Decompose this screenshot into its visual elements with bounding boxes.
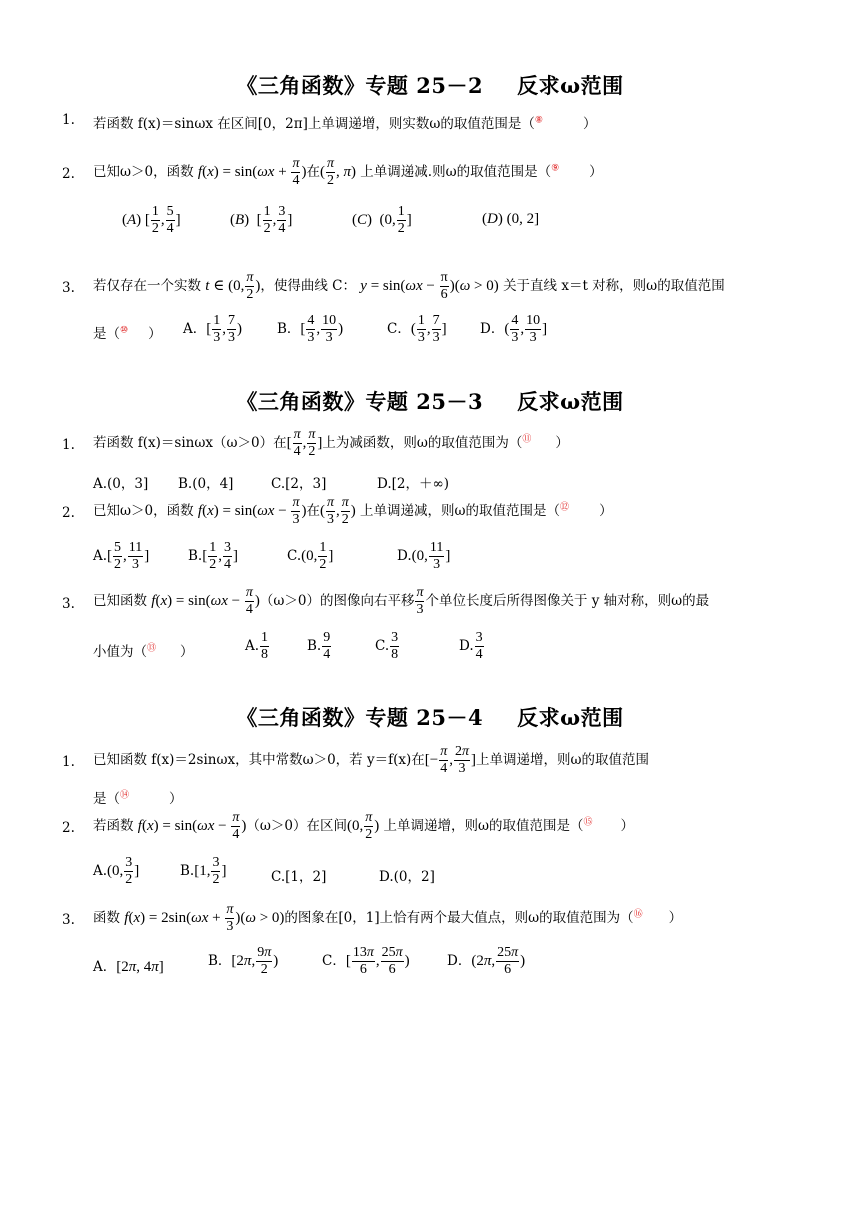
answer-marker: ⑧ [534,115,543,126]
answer-marker: ⑨ [551,163,560,174]
option-a: A. $\frac{1}{8}$ [245,630,269,662]
option-d: D.(0，2] [379,869,435,885]
option-b: B．[ $\frac{4}{3}$ , $\frac{10}{3}$ ) [277,313,344,345]
option-c: C．[ $\frac{13\pi}{6}$ , $\frac{25\pi}{6}$ ) [322,945,410,977]
option-a: A.(0，3] [93,476,149,492]
answer-marker: ⑭ [120,790,130,801]
question-text: 已知ω＞0，函数 f(x) = sin(ωx + $\frac{\pi}{4}$ )在( $\frac{\pi}{2}$ , π) 上单调递减.则ω的取值范围是（⑨ ） [93,156,603,188]
question-number: 3. [62,596,75,612]
option-b: B．[2π, $\frac{9\pi}{2}$ ) [208,945,279,977]
question-number: 2. [62,166,75,182]
section-title: 《三角函数》专题 25－4 反求ω范围 [236,705,624,730]
option-b: (B) [ $\frac{1}{2}$ , $\frac{3}{4}$ ] [230,204,293,236]
question-text: 已知函数 f(x) = sin(ωx − $\frac{\pi}{4}$ )（ω＞0）的图像向右平移 $\frac{\pi}{3}$ 个单位长度后所得图像关于 y 轴对称，则ω的最 [93,585,710,617]
option-d: D．(2π, $\frac{25\pi}{6}$ ) [447,945,526,977]
question-text: 是（⑩ ） [93,325,162,342]
option-b: B. $\frac{9}{4}$ [307,630,331,662]
section-title: 《三角函数》专题 25－3 反求ω范围 [236,389,624,414]
option-c: C. $\frac{3}{8}$ [375,630,399,662]
question-text: 已知ω＞0，函数 f(x) = sin(ωx − $\frac{\pi}{3}$ )在( $\frac{\pi}{3}$ , $\frac{\pi}{2}$ ) 上单调递减，则ω的取值范围是（⑫ ） [93,495,613,527]
option-a: A．[ $\frac{1}{3}$ , $\frac{7}{3}$ ) [183,313,242,345]
option-a: A.(0, $\frac{3}{2}$ ] [93,855,140,887]
option-b: B.[ $\frac{1}{2}$ , $\frac{3}{4}$ ] [188,540,238,572]
option-c: C．( $\frac{1}{3}$ , $\frac{7}{3}$ ] [387,313,447,345]
question-text: 小值为（⑬ ） [93,643,194,660]
answer-marker: ⑬ [147,643,157,654]
question-number: 3. [62,912,75,928]
answer-marker: ⑯ [633,909,643,920]
question-number: 3. [62,280,75,296]
option-c: (C) (0, $\frac{1}{2}$ ] [352,204,412,236]
answer-marker: ⑮ [583,817,593,828]
option-a: A．[2π, 4π] [93,959,164,975]
question-number: 2. [62,505,75,521]
question-text: 是（⑭ ） [93,790,183,807]
option-d: D．( $\frac{4}{3}$ , $\frac{10}{3}$ ] [480,313,548,345]
option-d: D.(0, $\frac{11}{3}$ ] [397,540,451,572]
answer-marker: ⑩ [120,325,129,336]
question-text: 若函数 f(x)＝sinωx 在区间[0，2π]上单调递增，则实数ω的取值范围是（⑧ ） [93,115,597,132]
option-a: A.[ $\frac{5}{2}$ , $\frac{11}{3}$ ] [93,540,150,572]
question-number: 2. [62,820,75,836]
option-d: D. $\frac{3}{4}$ [459,630,483,662]
option-b: B.[1, $\frac{3}{2}$ ] [180,855,227,887]
question-text: 若函数 f(x) = sin(ωx − $\frac{\pi}{4}$ )（ω＞0）在区间(0, $\frac{\pi}{2}$ ) 上单调递增，则ω的取值范围是（⑮ ） [93,810,635,842]
section-title: 《三角函数》专题 25－2 反求ω范围 [236,73,624,98]
question-text: 若函数 f(x)＝sinωx（ω＞0）在[ $\frac{\pi}{4}$ , $\frac{\pi}{2}$ ]上为减函数，则ω的取值范围为（⑪ ） [93,427,569,459]
option-c: C.[2，3] [271,476,327,492]
answer-marker: ⑪ [522,434,532,445]
question-number: 1. [62,754,75,770]
option-a: (A) [ $\frac{1}{2}$ , $\frac{5}{4}$ ] [122,204,181,236]
question-number: 1. [62,112,75,128]
option-c: C.[1，2] [271,869,327,885]
option-d: D.[2，＋∞) [377,476,450,492]
option-c: C.(0, $\frac{1}{2}$ ] [287,540,334,572]
question-text: 已知函数 f(x)＝2sinωx，其中常数ω＞0，若 y＝f(x)在[− $\frac{\pi}{4}$ , $\frac{2\pi}{3}$ ]上单调递增，则ω的取值范围 [93,744,650,776]
question-text: 若仅存在一个实数 t ∈ (0, $\frac{\pi}{2}$ )，使得曲线 C： y = sin(ωx − $\frac{\pi}{6}$ )(ω > 0) 关于直线 x＝t 对称，则ω的取值范围 [93,270,725,302]
answer-marker: ⑫ [560,502,570,513]
question-number: 1. [62,437,75,453]
question-text: 函数 f(x) = 2sin(ωx + $\frac{\pi}{3}$ )(ω > 0)的图象在[0，1]上恰有两个最大值点，则ω的取值范围为（⑯ ） [93,902,683,934]
option-d: (D) (0, 2] [482,211,540,227]
option-b: B.(0，4] [178,476,234,492]
